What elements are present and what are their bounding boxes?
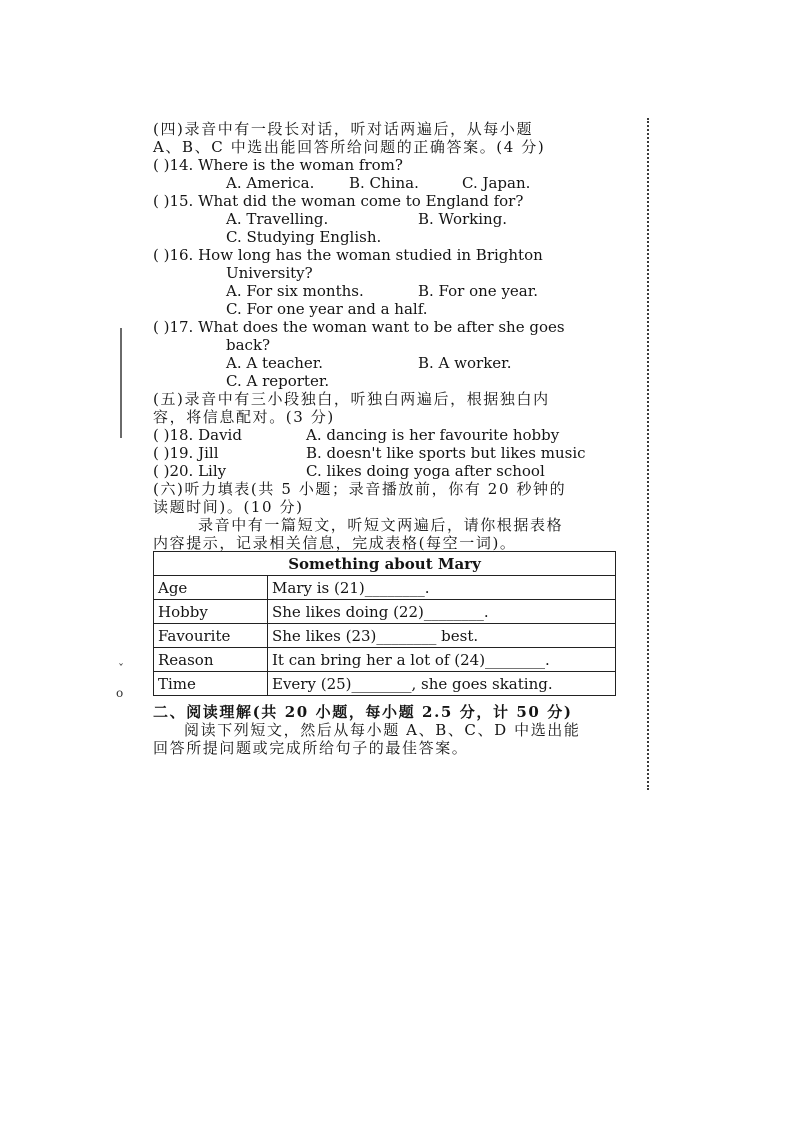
question-16-stem-cont: University?	[226, 264, 313, 282]
reading-instruction-line2: 回答所提问题或完成所给句子的最佳答案。	[153, 739, 469, 757]
row-value: She likes (23)________ best.	[268, 624, 616, 648]
question-17-option-c: C. A reporter.	[226, 372, 330, 390]
row-value: It can bring her a lot of (24)________.	[268, 648, 616, 672]
section4-intro-line2: A、B、C 中选出能回答所给问题的正确答案。(4 分)	[153, 138, 546, 156]
question-14-option-a: A. America.	[226, 174, 315, 192]
section6-intro-line2: 读题时间)。(10 分)	[153, 498, 304, 516]
row-value: Every (25)________, she goes skating.	[268, 672, 616, 696]
question-17-stem: ( )17. What does the woman want to be after she goes	[153, 318, 565, 336]
question-16-option-a: A. For six months.	[226, 282, 364, 300]
table-row	[154, 576, 616, 600]
scan-speck: ˇ	[118, 662, 124, 676]
row-value: She likes doing (22)________.	[268, 600, 616, 624]
table-row	[154, 648, 616, 672]
row-label: Favourite	[154, 624, 268, 648]
mary-info-table	[153, 551, 616, 696]
question-16-option-c: C. For one year and a half.	[226, 300, 428, 318]
table-row	[154, 624, 616, 648]
question-17-option-b: B. A worker.	[418, 354, 512, 372]
question-16-option-b: B. For one year.	[418, 282, 539, 300]
row-label: Age	[154, 576, 268, 600]
table-row	[154, 600, 616, 624]
question-15-stem: ( )15. What did the woman come to England for?	[153, 192, 524, 210]
section5-intro-line1: (五)录音中有三小段独白，听独白两遍后，根据独白内	[153, 390, 550, 408]
scan-speck: o	[116, 686, 124, 700]
question-18-stem: ( )18. David	[153, 426, 242, 444]
section5-intro-line2: 容，将信息配对。(3 分)	[153, 408, 335, 426]
section6-instruction-line2: 内容提示，记录相关信息，完成表格(每空一词)。	[153, 534, 517, 552]
match-option-c: C. likes doing yoga after school	[306, 462, 545, 480]
question-19-stem: ( )19. Jill	[153, 444, 219, 462]
match-option-a: A. dancing is her favourite hobby	[306, 426, 560, 444]
section6-intro-line1: (六)听力填表(共 5 小题；录音播放前，你有 20 秒钟的	[153, 480, 567, 498]
section6-instruction-line1: 录音中有一篇短文，听短文两遍后，请你根据表格	[198, 516, 564, 534]
reading-instruction-line1: 阅读下列短文，然后从每小题 A、B、C、D 中选出能	[184, 721, 581, 739]
match-option-b: B. doesn't like sports but likes music	[306, 444, 586, 462]
scan-margin-bar	[120, 328, 122, 438]
question-14-stem: ( )14. Where is the woman from?	[153, 156, 403, 174]
question-15-option-b: B. Working.	[418, 210, 508, 228]
table-header-row	[154, 552, 616, 576]
question-16-stem: ( )16. How long has the woman studied in Brighton	[153, 246, 543, 264]
binding-dotted-line	[647, 118, 649, 790]
question-14-option-b: B. China.	[349, 174, 419, 192]
question-17-option-a: A. A teacher.	[226, 354, 324, 372]
question-15-option-c: C. Studying English.	[226, 228, 382, 246]
row-label: Hobby	[154, 600, 268, 624]
question-15-option-a: A. Travelling.	[226, 210, 329, 228]
section4-intro-line1: (四)录音中有一段长对话，听对话两遍后，从每小题	[153, 120, 534, 138]
table-title: Something about Mary	[154, 552, 616, 576]
question-17-stem-cont: back?	[226, 336, 271, 354]
row-value: Mary is (21)________.	[268, 576, 616, 600]
row-label: Reason	[154, 648, 268, 672]
reading-section-heading: 二、阅读理解(共 20 小题，每小题 2.5 分，计 50 分)	[153, 703, 573, 721]
question-20-stem: ( )20. Lily	[153, 462, 227, 480]
table-row	[154, 672, 616, 696]
row-label: Time	[154, 672, 268, 696]
question-14-option-c: C. Japan.	[462, 174, 531, 192]
